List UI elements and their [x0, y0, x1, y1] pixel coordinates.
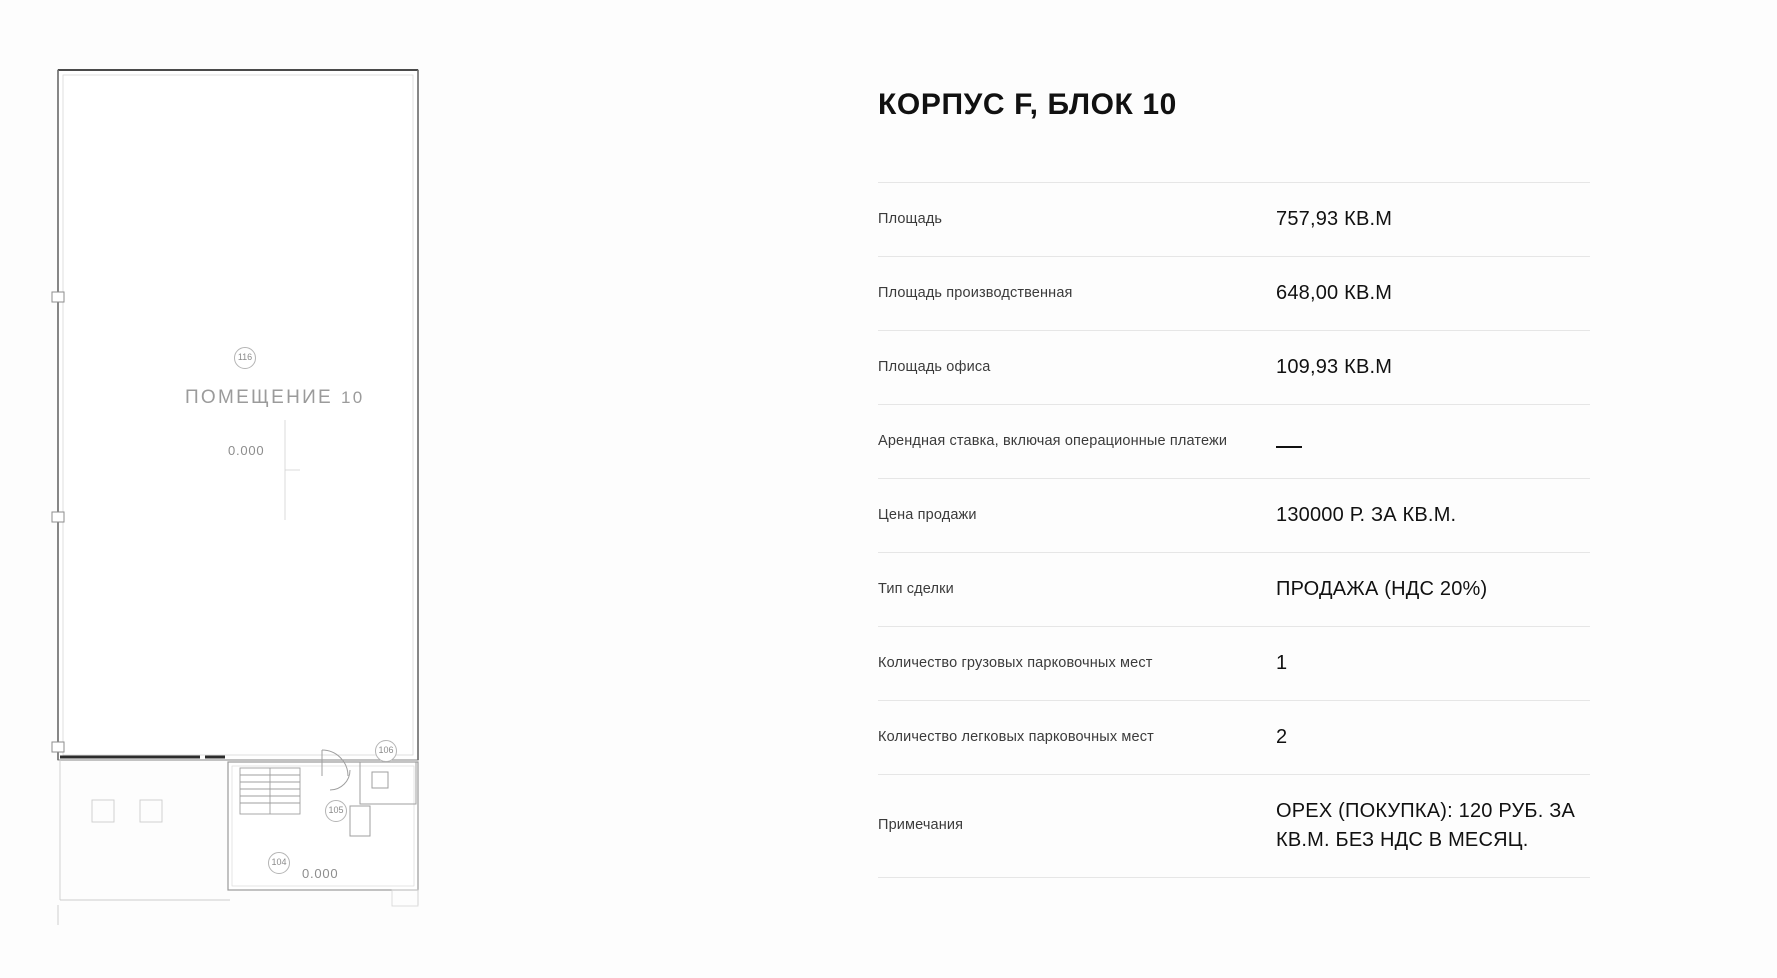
plan-tag-106: 106 [375, 740, 397, 762]
spec-key: Количество легковых парковочных мест [878, 728, 1154, 745]
property-specs-body [878, 183, 1590, 878]
page-title: КОРПУС F, БЛОК 10 [878, 88, 1177, 121]
plan-room-number: 10 [341, 388, 365, 407]
plan-level-sub: 0.000 [302, 866, 339, 881]
spec-value: ОРЕХ (ПОКУПКА): 120 РУБ. ЗА КВ.М. БЕЗ НДС В МЕСЯЦ. [1276, 800, 1576, 851]
spec-value: 130000 Р. ЗА КВ.М. [1276, 504, 1457, 526]
spec-key: Арендная ставка, включая операционные платежи [878, 432, 1228, 449]
spec-key: Площадь [878, 210, 943, 227]
spec-key: Примечания [878, 817, 964, 834]
table-row [878, 405, 1590, 479]
table-row [878, 553, 1590, 627]
plan-tag-105: 105 [325, 800, 347, 822]
property-specs-table [878, 182, 1590, 878]
spec-key: Площадь производственная [878, 284, 1073, 301]
floor-plan-pane [0, 0, 860, 978]
table-row [878, 183, 1590, 257]
spec-key: Цена продажи [878, 506, 977, 523]
table-row [878, 627, 1590, 701]
floor-plan-drawing [0, 0, 860, 978]
empty-value-dash [1276, 436, 1302, 448]
plan-tag-116: 116 [234, 347, 256, 369]
table-row [878, 331, 1590, 405]
property-info-pane [860, 0, 1777, 978]
table-row [878, 775, 1590, 878]
spec-value: 648,00 КВ.М [1276, 282, 1393, 304]
spec-value: 109,93 КВ.М [1276, 356, 1393, 378]
spec-value: 2 [1276, 726, 1288, 748]
spec-value: 1 [1276, 652, 1288, 674]
spec-key: Количество грузовых парковочных мест [878, 654, 1153, 671]
spec-value: 757,93 КВ.М [1276, 208, 1393, 230]
spec-value [1276, 405, 1590, 479]
plan-room-label-text: ПОМЕЩЕНИЕ [185, 387, 333, 408]
table-row [878, 479, 1590, 553]
table-row [878, 257, 1590, 331]
spec-key: Площадь офиса [878, 358, 991, 375]
plan-tag-104: 104 [268, 852, 290, 874]
spec-key: Тип сделки [878, 580, 954, 597]
plan-room-label [185, 387, 364, 409]
plan-level-main: 0.000 [228, 443, 265, 458]
table-row [878, 701, 1590, 775]
spec-value: ПРОДАЖА (НДС 20%) [1276, 578, 1488, 600]
